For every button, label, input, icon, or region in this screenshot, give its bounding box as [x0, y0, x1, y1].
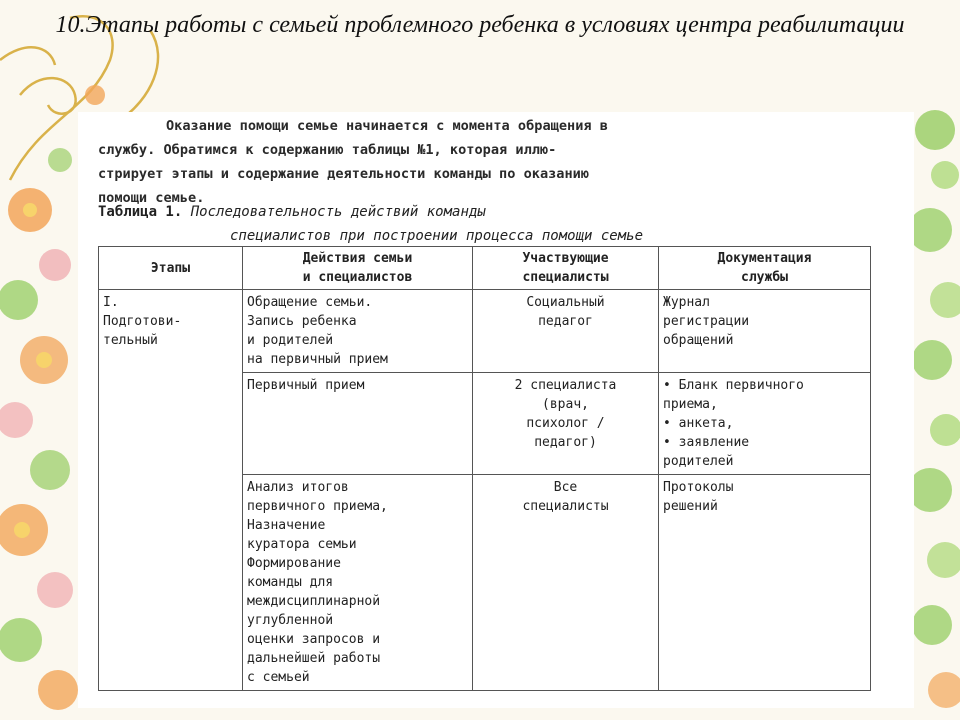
stages-table [98, 246, 871, 691]
specialists-cell: 2 специалиста (врач, психолог / педагог) [473, 373, 659, 475]
intro-line: стрирует этапы и содержание деятельности команды по оказанию [98, 166, 590, 182]
table-caption [98, 200, 888, 248]
intro-line: службу. Обратимся к содержанию таблицы №1, которая иллю- [98, 142, 557, 158]
documentation-cell: • Бланк первичного приема, • анкета, • заявление родителей [659, 373, 871, 475]
action-cell: Обращение семьи. Запись ребенка и родителей на первичный прием [243, 290, 473, 373]
intro-line: Оказание помощи семье начинается с момента обращения в [166, 118, 608, 134]
stage-cell: I. Подготови- тельный [99, 290, 243, 691]
table-caption-line2: специалистов при построении процесса помощи семье [230, 228, 644, 244]
intro-paragraph [98, 114, 878, 210]
documentation-cell: Журнал регистрации обращений [659, 290, 871, 373]
action-cell: Первичный прием [243, 373, 473, 475]
table-row [99, 290, 871, 373]
documentation-cell: Протоколы решений [659, 475, 871, 691]
header-stages: Этапы [99, 247, 243, 290]
header-actions: Действия семьи и специалистов [243, 247, 473, 290]
slide-title: 10.Этапы работы с семьей проблемного ребенка в условиях центра реабилитации [55, 12, 905, 38]
table-caption-line1: Последовательность действий команды [190, 204, 486, 220]
clover-border-decoration [908, 110, 960, 708]
action-cell: Анализ итогов первичного приема, Назначение куратора семьи Формирование команды для междисциплинарной углубленной оценки запросов и дальнейшей работы с семьей [243, 475, 473, 691]
intro-line: помощи семье. [98, 190, 205, 206]
header-documentation: Документация службы [659, 247, 871, 290]
specialists-cell: Социальный педагог [473, 290, 659, 373]
table-caption-label: Таблица 1. [98, 204, 183, 220]
specialists-cell: Все специалисты [473, 475, 659, 691]
header-specialists: Участвующие специалисты [473, 247, 659, 290]
table-header-row [99, 247, 871, 290]
